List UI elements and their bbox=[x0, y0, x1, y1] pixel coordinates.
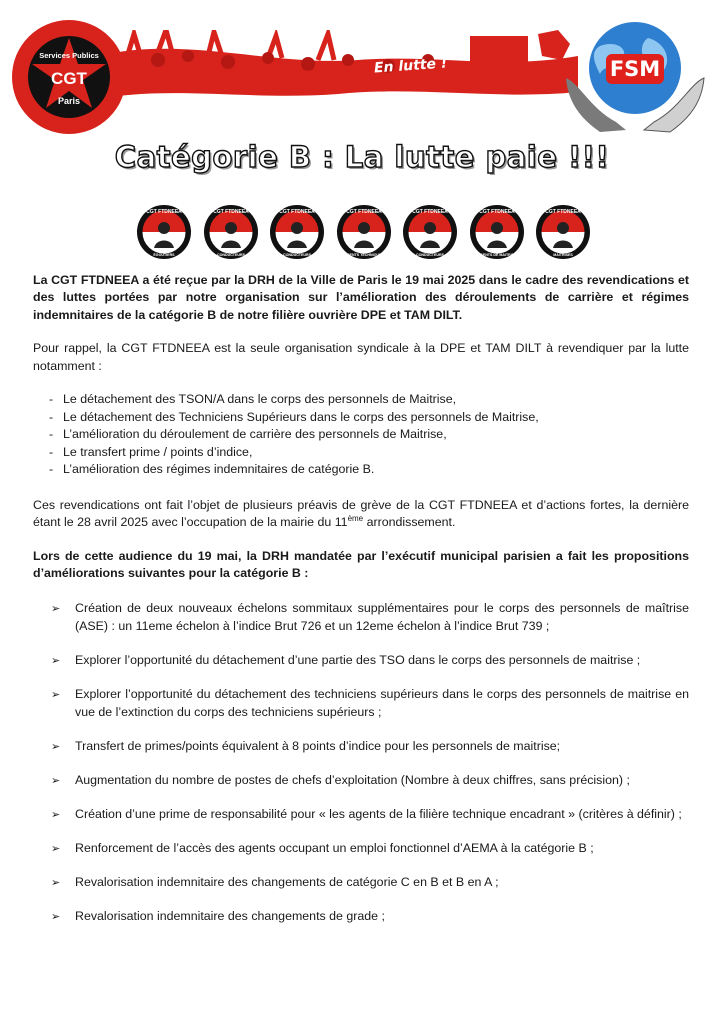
proposal-text: Renforcement de l’accès des agents occupant un emploi fonctionnel d’AEMA à la catégorie B ; bbox=[75, 840, 594, 855]
proposal-item bbox=[51, 771, 689, 789]
strike-text: Ces revendications ont fait l’objet de plusieurs préavis de grève de la CGT FTDNEEA et d’actions fortes, la dernière étant le 28 avril 2025 avec l’occupation de la mairie du 11 bbox=[33, 498, 689, 530]
badge-bottom-text: ÉGOUTIERS bbox=[153, 253, 175, 257]
arrow-bullet-icon: ➢ bbox=[51, 687, 61, 701]
badge-bottom-text: CONDUCTEURS bbox=[283, 253, 311, 257]
badge-top-text: CGT FTDNEEA bbox=[279, 209, 315, 215]
arrow-bullet-icon: ➢ bbox=[51, 807, 61, 821]
proposal-item bbox=[51, 599, 689, 635]
badge-top-text: CGT FTDNEEA bbox=[412, 209, 448, 215]
category-badge-icon bbox=[203, 204, 259, 260]
audience-paragraph: Lors de cette audience du 19 mai, la DRH mandatée par l’exécutif municipal parisien a fait les propositions d’améliorations suivantes pour la catégorie B : bbox=[33, 548, 689, 581]
demand-item: - Le transfert prime / points d’indice, bbox=[49, 444, 689, 462]
arrow-bullet-icon: ➢ bbox=[51, 601, 61, 615]
proposal-text: Augmentation du nombre de postes de chefs d’exploitation (Nombre à deux chiffres, sans précision) ; bbox=[75, 772, 630, 787]
proposal-text: Création d’une prime de responsabilité pour « les agents de la filière technique encadrant » (critères à définir) ; bbox=[75, 806, 682, 821]
proposal-text: Transfert de primes/points équivalent à 8 points d’indice pour les personnels de maitrise; bbox=[75, 738, 561, 753]
proposal-text: Revalorisation indemnitaire des changements de grade ; bbox=[75, 908, 385, 923]
header-banner bbox=[0, 0, 724, 135]
cgt-logo-bottom-text: Paris bbox=[57, 96, 81, 106]
reminder-paragraph: Pour rappel, la CGT FTDNEEA est la seule organisation syndicale à la DPE et TAM DILT à revendiquer par la lutte notamment : bbox=[33, 341, 689, 373]
demand-item: - L’amélioration des régimes indemnitaires de catégorie B. bbox=[49, 461, 689, 479]
category-badge-icon bbox=[469, 204, 525, 260]
category-badge-icon bbox=[402, 204, 458, 260]
badge-bottom-text: CONDUCTEURS bbox=[216, 253, 245, 257]
proposal-item bbox=[51, 907, 689, 925]
badge-bottom-text: MAITRISES bbox=[553, 253, 573, 257]
demand-item: - Le détachement des TSON/A dans le corps des personnels de Maitrise, bbox=[49, 391, 689, 409]
badge-top-text: CGT FTDNEEA bbox=[478, 209, 515, 215]
cgt-logo-main-text: CGT bbox=[51, 69, 87, 88]
arrow-bullet-icon: ➢ bbox=[51, 875, 61, 889]
proposal-item bbox=[51, 685, 689, 721]
category-badge-icon bbox=[336, 204, 392, 260]
cgt-logo-top-text: Services Publics bbox=[39, 51, 99, 60]
proposal-item bbox=[51, 737, 689, 755]
proposal-item bbox=[51, 873, 689, 891]
badge-top-text: CGT FTDNEEA bbox=[146, 209, 182, 215]
category-badge-icon bbox=[269, 204, 325, 260]
arrow-bullet-icon: ➢ bbox=[51, 773, 61, 787]
cgt-logo bbox=[10, 18, 128, 136]
document-body bbox=[33, 272, 689, 941]
proposal-text: Revalorisation indemnitaire des changements de catégorie C en B et B en A ; bbox=[75, 874, 499, 889]
category-badges bbox=[136, 204, 591, 262]
fsm-logo-text: FSM bbox=[609, 57, 661, 81]
strike-paragraph bbox=[33, 497, 689, 532]
badge-top-text: CGT FTDNEEA bbox=[545, 209, 581, 215]
strike-superscript: ème bbox=[347, 514, 364, 524]
badge-bottom-text: AGENTS DE MAITRISE bbox=[476, 253, 517, 257]
demands-list bbox=[49, 391, 689, 479]
proposal-text: Explorer l’opportunité du détachement des techniciens supérieurs dans le corps des personnels de maitrise en vue de l’extinction du corps des techniciens supérieurs ; bbox=[75, 686, 689, 719]
proposal-text: Création de deux nouveaux échelons sommitaux supplémentaires pour le corps des personnels de maîtrise (ASE) : un 11eme échelon à l’indice Brut 726 et un 12eme échelon à l’indice Brut 739 ; bbox=[75, 600, 689, 633]
intro-paragraph: La CGT FTDNEEA a été reçue par la DRH de la Ville de Paris le 19 mai 2025 dans le cadre des revendications et des luttes portées par notre organisation sur l’amélioration des déroulements de carrière et régimes indemnitaires de la catégorie B de notre filière ouvrière DPE et TAM DILT. bbox=[33, 273, 689, 322]
proposal-item bbox=[51, 805, 689, 823]
badge-top-text: CGT FTDNEEA bbox=[212, 209, 249, 215]
badge-bottom-text: AGENTS TECHNIQUES bbox=[343, 253, 384, 257]
demand-item: - L’amélioration du déroulement de carrière des personnels de Maitrise, bbox=[49, 426, 689, 444]
arrow-bullet-icon: ➢ bbox=[51, 909, 61, 923]
category-badge-icon bbox=[136, 204, 192, 260]
arrow-bullet-icon: ➢ bbox=[51, 653, 61, 667]
proposal-text: Explorer l’opportunité du détachement d’une partie des TSO dans le corps des personnels de maitrise ; bbox=[75, 652, 641, 667]
badge-top-text: CGT FTDNEEA bbox=[345, 209, 382, 215]
demand-item: - Le détachement des Techniciens Supérieurs dans le corps des personnels de Maitrise, bbox=[49, 409, 689, 427]
badge-bottom-text: CONDUCTEURS bbox=[416, 253, 444, 257]
page-title: Catégorie B : La lutte paie !!! bbox=[114, 140, 610, 174]
banner-slogan: En lutte ! bbox=[373, 55, 448, 77]
arrow-bullet-icon: ➢ bbox=[51, 739, 61, 753]
arrow-bullet-icon: ➢ bbox=[51, 841, 61, 855]
proposal-item bbox=[51, 839, 689, 857]
proposals-list bbox=[51, 599, 689, 925]
fsm-logo bbox=[560, 18, 710, 136]
category-badge-icon bbox=[535, 204, 591, 260]
strike-text-end: arrondissement. bbox=[363, 515, 456, 530]
proposal-item bbox=[51, 651, 689, 669]
protest-banner-illustration bbox=[118, 30, 578, 100]
